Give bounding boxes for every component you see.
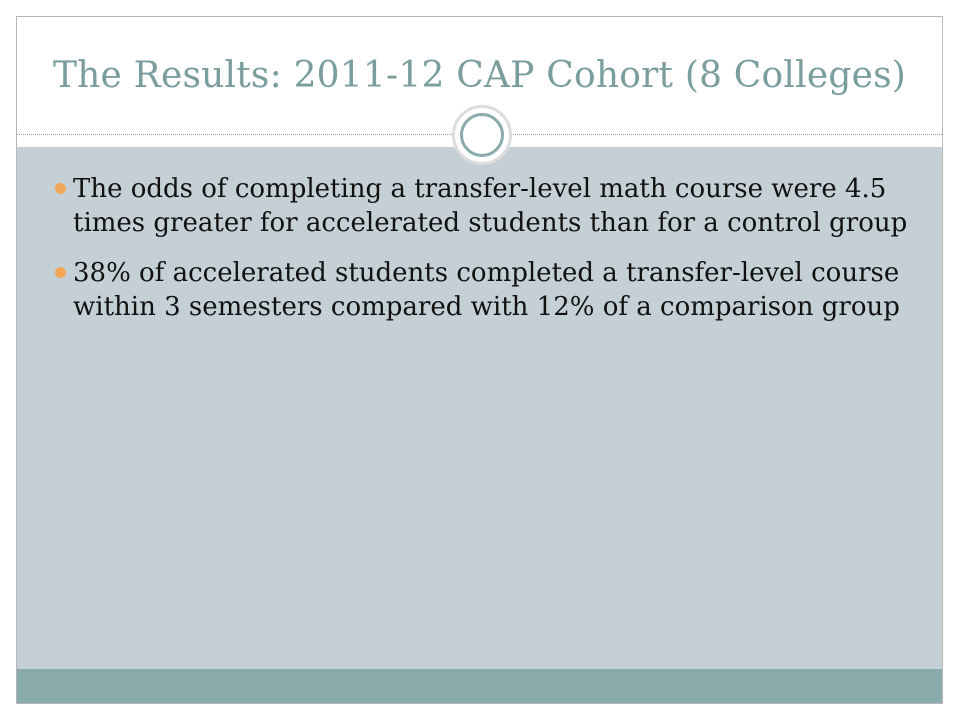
double-ring-ornament-icon <box>452 105 512 165</box>
bullet-item <box>55 256 915 324</box>
bullet-text: 38% of accelerated students completed a transfer-level course within 3 semesters compared with 12% of a comparison group <box>73 258 900 322</box>
footer-bar <box>17 669 942 703</box>
orange-dot-icon <box>55 183 66 194</box>
orange-dot-icon <box>55 267 66 278</box>
bullet-item <box>55 172 915 240</box>
bullet-list <box>55 172 915 340</box>
slide <box>16 16 943 704</box>
bullet-text: The odds of completing a transfer-level math course were 4.5 times greater for accelerated students than for a control group <box>73 174 908 238</box>
inner-ring <box>460 113 504 157</box>
slide-title: The Results: 2011-12 CAP Cohort (8 Colleges) <box>52 55 907 96</box>
